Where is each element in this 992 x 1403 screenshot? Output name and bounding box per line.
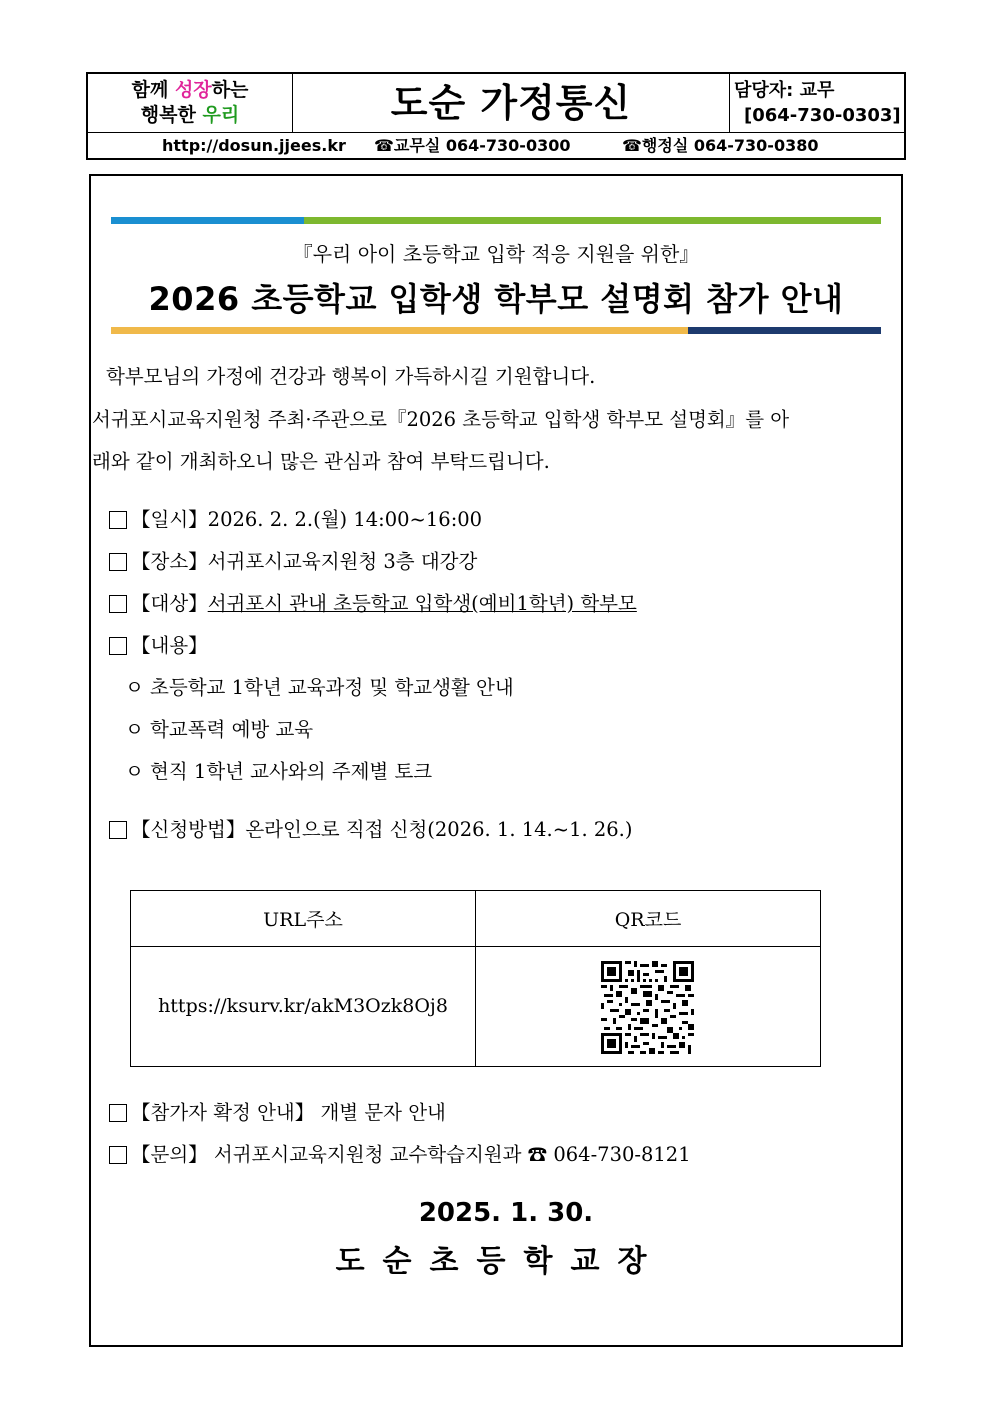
content-point-1: ㅇ 초등학교 1학년 교육과정 및 학교생활 안내 [125,676,514,699]
url-header: URL주소 [263,909,343,931]
item-place [109,546,477,574]
notice-title: 2026 초등학교 입학생 학부모 설명회 참가 안내 [148,280,844,318]
item-apply [109,814,633,842]
intro-line-3: 래와 같이 개최하오니 많은 관심과 참여 부탁드립니다. [92,450,550,473]
notice-subtitle: 『우리 아이 초등학교 입학 적응 지원을 위한』 [292,242,700,266]
slogan-text: 함께 [131,79,175,101]
item-text: 【참가자 확정 안내】 개별 문자 안내 [131,1101,446,1124]
slogan-green: 우리 [202,104,240,126]
header-top-row [88,74,904,133]
newsletter-title: 도순 가정통신 [293,74,730,132]
intro-line-2: 서귀포시교육지원청 주최·주관으로『2026 초등학교 입학생 학부모 설명회』를 아 [92,408,790,431]
admin-phone: ☎행정실 064-730-0380 [622,136,819,155]
school-slogan [88,74,293,132]
office-phone: ☎교무실 064-730-0300 [374,136,571,155]
contact-phone: [064-730-0303] [744,105,901,126]
slogan-text: 행복한 [140,104,203,126]
item-text: 【일시】2026. 2. 2.(월) 14:00~16:00 [131,508,483,531]
bottom-bar-yellow [111,327,688,334]
website-link[interactable]: http://dosun.jjees.kr [162,136,346,155]
issue-date: 2025. 1. 30. [418,1198,594,1228]
header-contact-row [88,133,904,159]
top-bar-green [304,217,881,224]
item-datetime [109,504,482,532]
checkbox-icon [109,637,127,655]
item-target [109,588,637,616]
item-content [109,630,208,658]
checkbox-icon [109,821,127,839]
contact-person [729,74,904,132]
item-text: 【신청방법】온라인으로 직접 신청(2026. 1. 14.~1. 26.) [131,818,633,841]
top-bar-blue [111,217,304,224]
contact-role: 담당자: 교무 [734,80,835,101]
bottom-bar-navy [688,327,881,334]
slogan-accent: 성장 [174,79,212,101]
principal-signature: 도순초등학교장 [335,1244,665,1279]
letter-header [86,72,906,160]
checkbox-icon [109,1104,127,1122]
registration-url[interactable]: https://ksurv.kr/akM3Ozk8Oj8 [158,995,448,1017]
table-divider [131,946,820,947]
qr-code-icon[interactable] [601,961,694,1054]
item-text: 【장소】서귀포시교육지원청 3층 대강강 [131,550,478,573]
checkbox-icon [109,595,127,613]
item-inquiry [109,1139,691,1167]
item-label: 【내용】 [131,634,208,657]
qr-header: QR코드 [614,909,682,931]
content-point-3: ㅇ 현직 1학년 교사와의 주제별 토크 [125,760,433,783]
slogan-line-2 [88,103,292,128]
checkbox-icon [109,1146,127,1164]
checkbox-icon [109,553,127,571]
slogan-line-1 [88,78,292,103]
item-confirm [109,1097,446,1125]
item-target-value: 서귀포시 관내 초등학교 입학생(예비1학년) 학부모 [207,592,637,615]
item-label: 【대상】 [131,592,208,615]
item-text: 【문의】 서귀포시교육지원청 교수학습지원과 ☎ 064-730-8121 [131,1143,691,1166]
intro-line-1: 학부모님의 가정에 건강과 행복이 가득하시길 기원합니다. [106,365,596,388]
content-point-2: ㅇ 학교폭력 예방 교육 [125,718,314,741]
checkbox-icon [109,511,127,529]
slogan-text: 하는 [211,79,249,101]
registration-table [130,890,821,1067]
